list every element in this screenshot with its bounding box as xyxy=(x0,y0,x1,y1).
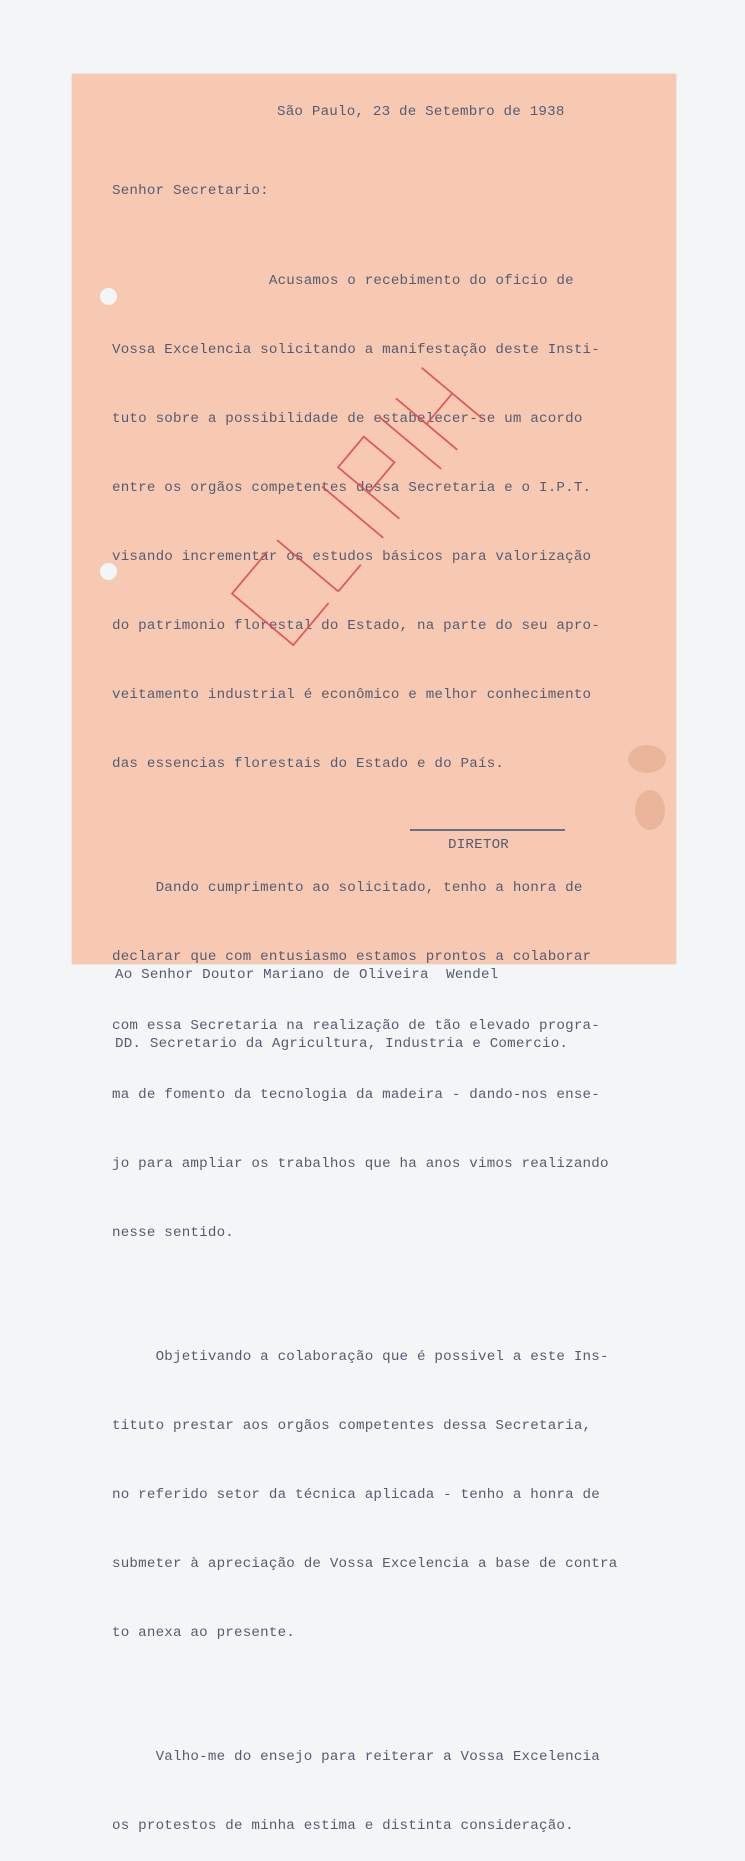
body-line: nesse sentido. xyxy=(112,1225,234,1241)
body-line: Acusamos o recebimento do oficio de xyxy=(112,273,574,289)
body-line: jo para ampliar os trabalhos que ha anos vimos realizando xyxy=(112,1156,609,1172)
body-line: Objetivando a colaboração que é possivel a este Ins- xyxy=(112,1349,609,1365)
body-line: Valho-me do ensejo para reiterar a Vossa Excelencia xyxy=(112,1749,600,1765)
body-line: ma de fomento da tecnologia da madeira - dando-nos ense- xyxy=(112,1087,600,1103)
stain xyxy=(628,745,666,773)
body-line: com essa Secretaria na realização de tão elevado progra- xyxy=(112,1018,600,1034)
addressee-line: DD. Secretario da Agricultura, Industria e Comercio. xyxy=(115,1036,569,1052)
body-line: Dando cumprimento ao solicitado, tenho a honra de xyxy=(112,880,583,896)
body-line: tuto sobre a possibilidade de estabelecer-se um acordo xyxy=(112,411,583,427)
body-line: visando incrementar os estudos básicos para valorização xyxy=(112,549,592,565)
body-line: os protestos de minha estima e distinta consideração. xyxy=(112,1818,574,1834)
signature-line xyxy=(410,829,565,831)
body-line: declarar que com entusiasmo estamos prontos a colaborar xyxy=(112,949,592,965)
body-line: do patrimonio florestal do Estado, na parte do seu apro- xyxy=(112,618,600,634)
addressee-block xyxy=(115,918,568,1079)
body-line xyxy=(112,1691,617,1700)
body-line: to anexa ao presente. xyxy=(112,1625,295,1641)
body-line: Vossa Excelencia solicitando a manifestação deste Insti- xyxy=(112,342,600,358)
letter-date: São Paulo, 23 de Setembro de 1938 xyxy=(277,104,565,120)
body-line: das essencias florestais do Estado e do País. xyxy=(112,756,505,772)
body-line: entre os orgãos competentes dessa Secretaria e o I.P.T. xyxy=(112,480,592,496)
salutation: Senhor Secretario: xyxy=(112,183,269,199)
stain xyxy=(635,790,665,830)
body-line: no referido setor da técnica aplicada - tenho a honra de xyxy=(112,1487,600,1503)
body-line: veitamento industrial é econômico e melhor conhecimento xyxy=(112,687,592,703)
signer-title: DIRETOR xyxy=(448,837,509,853)
addressee-line: Ao Senhor Doutor Mariano de Oliveira Wendel xyxy=(115,967,499,983)
body-line xyxy=(112,1291,617,1300)
body-line: submeter à apreciação de Vossa Excelencia a base de contra xyxy=(112,1556,618,1572)
body-line: tituto prestar aos orgãos competentes dessa Secretaria, xyxy=(112,1418,592,1434)
